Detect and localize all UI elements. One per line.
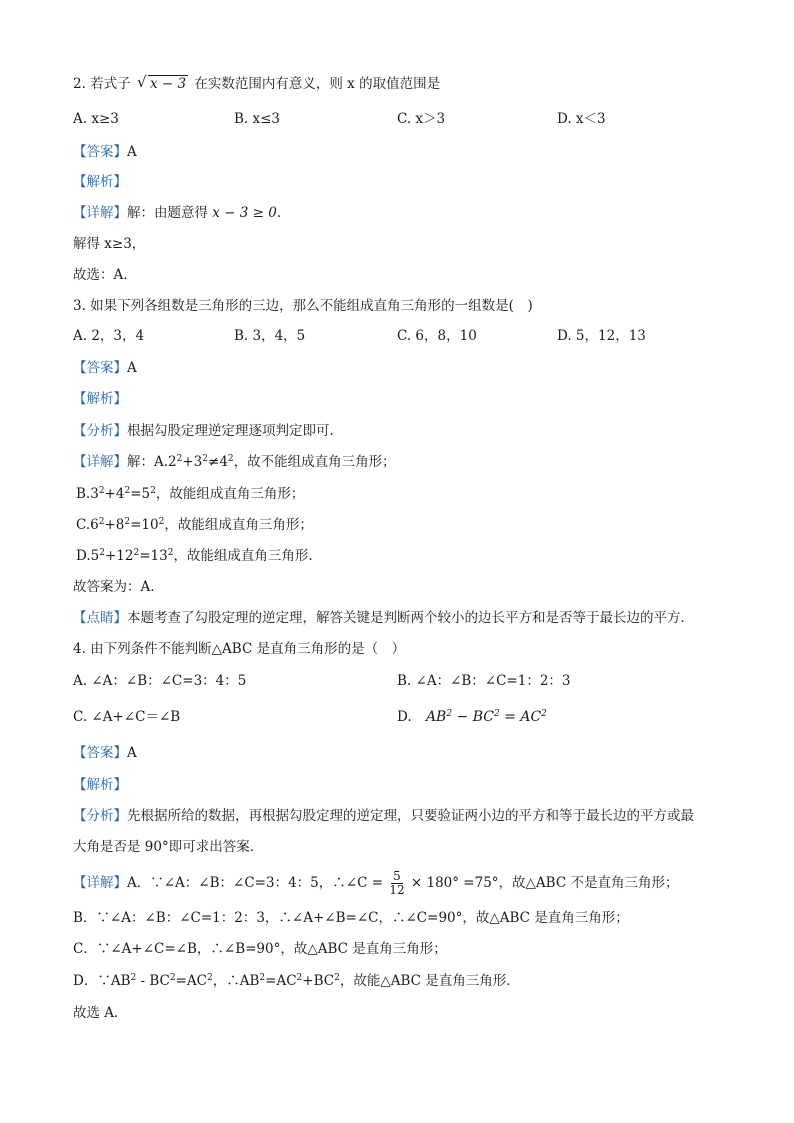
q2-option-a: A. x≥3 — [73, 111, 119, 127]
q4-option-c: C. ∠A+∠C＝∠B — [73, 709, 181, 725]
q2-detail-math: x − 3 ≥ 0 — [212, 205, 277, 221]
q2-stem-pre: 2. 若式子 — [73, 76, 131, 92]
q3-da-post: ，故不能组成直角三角形； — [233, 454, 396, 470]
exp: 2 — [130, 973, 137, 983]
exp: 2 — [207, 973, 213, 983]
q3-dd-m2: =13 — [139, 548, 168, 564]
q4-answer — [73, 743, 137, 763]
q4-detail-c: C．∵∠A+∠C=∠B，∴∠B=90°，故△ABC 是直角三角形； — [73, 941, 447, 957]
q4-dd-6: +BC — [302, 973, 335, 989]
q2-answer-tag: 【答案】 — [73, 144, 127, 160]
q4-fenxi-1 — [73, 806, 694, 826]
q4-analysis-tag: 【解析】 — [73, 777, 127, 793]
q4-option-d — [397, 707, 547, 727]
q3-da-m1: +3 — [182, 454, 203, 470]
q4-answer-value: A — [127, 745, 137, 761]
q4-fenxi-2: 大角是否是 90°即可求出答案． — [73, 839, 264, 855]
q4-detail-d — [73, 971, 520, 991]
q2-stem-post: 在实数范围内有意义，则 x 的取值范围是 — [194, 76, 441, 92]
exp: 2 — [98, 517, 105, 527]
q4-stem: 4. 由下列条件不能判断△ABC 是直角三角形的是（ ） — [73, 641, 406, 657]
q2-answer — [73, 142, 137, 162]
exp: 2 — [98, 486, 105, 496]
q3-dd-pre: D.5 — [76, 548, 100, 564]
q3-fenxi — [73, 421, 343, 441]
exp: 2 — [227, 454, 234, 464]
q4-option-d-math — [426, 709, 547, 725]
q2-detail — [73, 203, 281, 223]
fraction — [389, 870, 404, 897]
q3-da-m2: ≠4 — [208, 454, 228, 470]
q3-dc-pre: C.6 — [76, 517, 99, 533]
q3-db-m1: +4 — [104, 486, 125, 502]
exp: 2 — [446, 709, 453, 719]
q4-dd-4: ，∴AB — [212, 973, 260, 989]
q2-detail-end: . — [276, 205, 282, 221]
q4-option-d-label: D. — [397, 709, 412, 725]
q3-dc-m2: =10 — [130, 517, 159, 533]
exp: 2 — [493, 709, 500, 719]
q2-option-d: D. x＜3 — [557, 111, 606, 127]
q3-detail-a — [73, 452, 396, 472]
exp: 2 — [202, 454, 209, 464]
q4-detail-a — [73, 870, 678, 897]
q3-detail-b — [76, 484, 304, 504]
q3-dd-post: ，故能组成直角三角形. — [173, 548, 313, 564]
q4-dd-7: ，故能△ABC 是直角三角形． — [339, 973, 520, 989]
q3-answer — [73, 358, 137, 378]
q2-radicand: x − 3 — [149, 76, 187, 92]
radical-sign-icon: √ — [136, 73, 147, 91]
q4-conclusion: 故选 A． — [73, 1005, 128, 1021]
q3-dd-m1: +12 — [104, 548, 134, 564]
q4-detail-b: B．∵∠A：∠B：∠C=1：2：3，∴∠A+∠B=∠C，∴∠C=90°，故△ABC 是直角三角形； — [73, 910, 629, 926]
q2-solve: 解得 x≥3， — [73, 236, 146, 252]
q4-dd-5: =AC — [265, 973, 297, 989]
q3-detail-tag: 【详解】 — [73, 454, 127, 470]
q4-fenxi-line1: 先根据所给的数据，再根据勾股定理的逆定理，只要验证两小边的平方和等于最长边的平方或最 — [127, 808, 694, 824]
q4-dd-2: - BC — [136, 973, 170, 989]
q3-db-pre: B.3 — [76, 486, 99, 502]
q4-dd-1: D．∵AB — [73, 973, 131, 989]
q3-da-pre: 解：A.2 — [127, 454, 177, 470]
exp: 2 — [150, 486, 156, 496]
q3-fenxi-tag: 【分析】 — [73, 423, 127, 439]
exp: 2 — [124, 517, 131, 527]
exp: 2 — [296, 973, 303, 983]
q4-d-m2: − BC — [452, 709, 494, 725]
q2-analysis-tag: 【解析】 — [73, 174, 127, 190]
exp: 2 — [541, 709, 547, 719]
q4-da-2: × 180° =75°，故△ABC 不是直角三角形； — [410, 875, 679, 891]
exp: 2 — [334, 973, 340, 983]
q3-answer-value: A — [127, 360, 137, 376]
q3-dianjing-text: 本题考查了勾股定理的逆定理，解答关键是判断两个较小的边长平方和是否等于最长边的平方． — [127, 610, 694, 626]
q3-detail-d — [76, 546, 313, 566]
q2-option-c: C. x＞3 — [397, 111, 446, 127]
exp: 2 — [158, 517, 165, 527]
q2-conclusion: 故选：A． — [73, 267, 137, 283]
exp: 2 — [124, 486, 131, 496]
fraction-numerator: 5 — [393, 869, 401, 883]
exp: 2 — [167, 548, 174, 558]
q4-da-1: A．∵∠A：∠B：∠C=3：4：5，∴∠C = — [127, 875, 384, 891]
q3-dianjing — [73, 608, 694, 628]
q3-dianjing-tag: 【点睛】 — [73, 610, 127, 626]
q3-option-c: C. 6，8，10 — [397, 328, 477, 344]
q3-analysis-tag: 【解析】 — [73, 391, 127, 407]
q2-answer-value: A — [127, 144, 137, 160]
exp: 2 — [133, 548, 140, 558]
q3-answer-tag: 【答案】 — [73, 360, 127, 376]
q4-answer-tag: 【答案】 — [73, 745, 127, 761]
q3-option-d: D. 5，12，13 — [557, 328, 646, 344]
q3-stem: 3. 如果下列各组数是三角形的三边，那么不能组成直角三角形的一组数是( ) — [73, 298, 533, 314]
q3-db-post: ，故能组成直角三角形； — [155, 486, 305, 502]
fraction-denominator: 12 — [389, 883, 405, 897]
q3-option-b: B. 3，4，5 — [234, 328, 306, 344]
q3-option-a: A. 2，3，4 — [73, 328, 145, 344]
q3-detail-c — [76, 515, 313, 535]
q4-option-a: A. ∠A：∠B：∠C=3：4：5 — [73, 673, 247, 689]
sqrt-expression — [137, 74, 188, 94]
q3-db-m2: =5 — [130, 486, 151, 502]
q4-d-m3: = AC — [499, 709, 542, 725]
q2-detail-text: 解：由题意得 — [127, 205, 208, 221]
q4-dd-3: =AC — [175, 973, 208, 989]
q3-conclusion: 故答案为：A. — [73, 579, 155, 595]
q2-detail-tag: 【详解】 — [73, 205, 127, 221]
exp: 2 — [99, 548, 105, 558]
q4-fenxi-tag: 【分析】 — [73, 808, 127, 824]
q4-option-b: B. ∠A：∠B：∠C=1：2：3 — [397, 673, 571, 689]
q2-option-b: B. x≤3 — [234, 111, 281, 127]
q4-d-m1: AB — [425, 709, 447, 725]
q3-dc-post: ，故能组成直角三角形； — [164, 517, 313, 533]
q3-fenxi-text: 根据勾股定理逆定理逐项判定即可． — [127, 423, 343, 439]
q3-dc-m1: +8 — [104, 517, 125, 533]
exp: 2 — [259, 973, 266, 983]
exp: 2 — [169, 973, 176, 983]
exp: 2 — [176, 454, 183, 464]
q2-stem — [73, 74, 440, 94]
q4-detail-tag: 【详解】 — [73, 875, 127, 891]
